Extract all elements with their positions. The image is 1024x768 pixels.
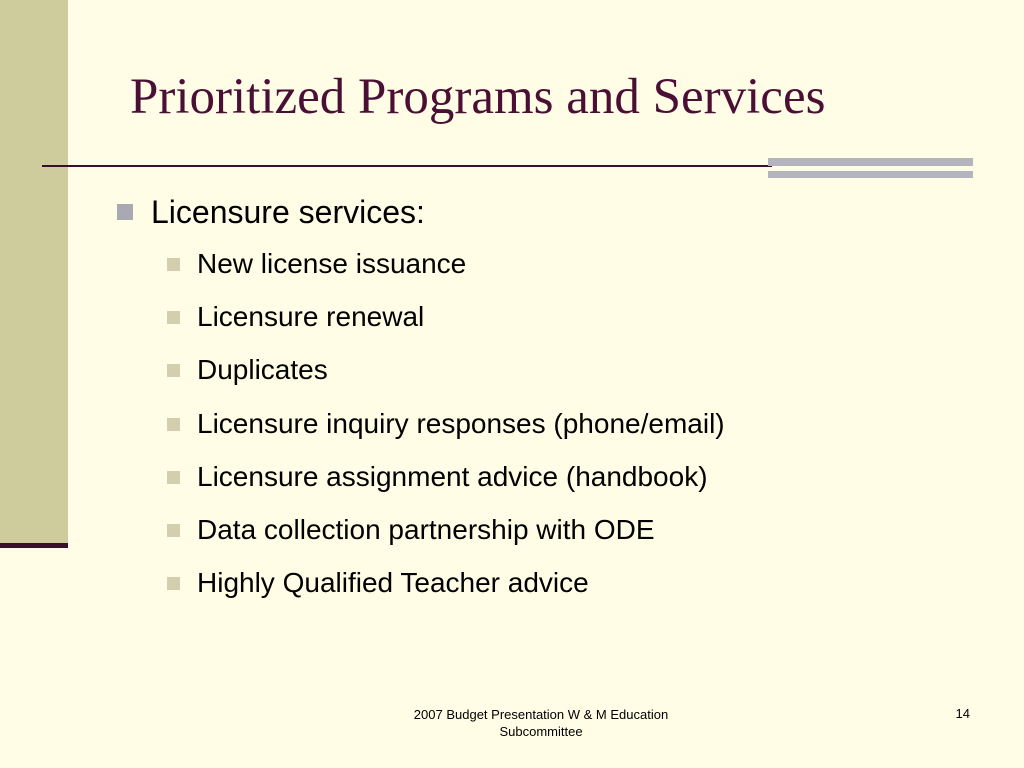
sub-bullet-label: Highly Qualified Teacher advice — [197, 567, 589, 598]
bullet-label: Licensure services: — [151, 193, 425, 230]
sub-bullet-item — [167, 299, 424, 335]
square-bullet-icon — [117, 204, 133, 220]
sub-bullet-label: New license issuance — [197, 248, 467, 279]
footer-line-2: Subcommittee — [499, 724, 583, 739]
sub-bullet-label: Duplicates — [197, 354, 328, 385]
sub-bullet-label: Licensure assignment advice (handbook) — [197, 461, 708, 492]
square-bullet-icon — [167, 577, 180, 590]
square-bullet-icon — [167, 364, 180, 377]
sub-bullet-item — [167, 512, 655, 548]
slide-footer — [380, 706, 702, 740]
sub-bullet-item — [167, 406, 725, 442]
sub-bullet-label: Data collection partnership with ODE — [197, 514, 655, 545]
sub-bullet-item — [167, 459, 708, 495]
sub-bullet-item — [167, 565, 589, 601]
sub-bullet-item — [167, 246, 466, 282]
sub-bullet-label: Licensure renewal — [197, 301, 425, 332]
slide-number: 14 — [955, 706, 970, 721]
sub-bullet-label: Licensure inquiry responses (phone/email) — [197, 408, 725, 439]
bullet-item-licensure-services — [117, 192, 425, 232]
square-bullet-icon — [167, 471, 180, 484]
square-bullet-icon — [167, 258, 180, 271]
square-bullet-icon — [167, 524, 180, 537]
sub-bullet-item — [167, 352, 328, 388]
slide-title: Prioritized Programs and Services — [130, 69, 826, 125]
square-bullet-icon — [167, 311, 180, 324]
footer-line-1: 2007 Budget Presentation W & M Education — [413, 707, 669, 722]
square-bullet-icon — [167, 418, 180, 431]
